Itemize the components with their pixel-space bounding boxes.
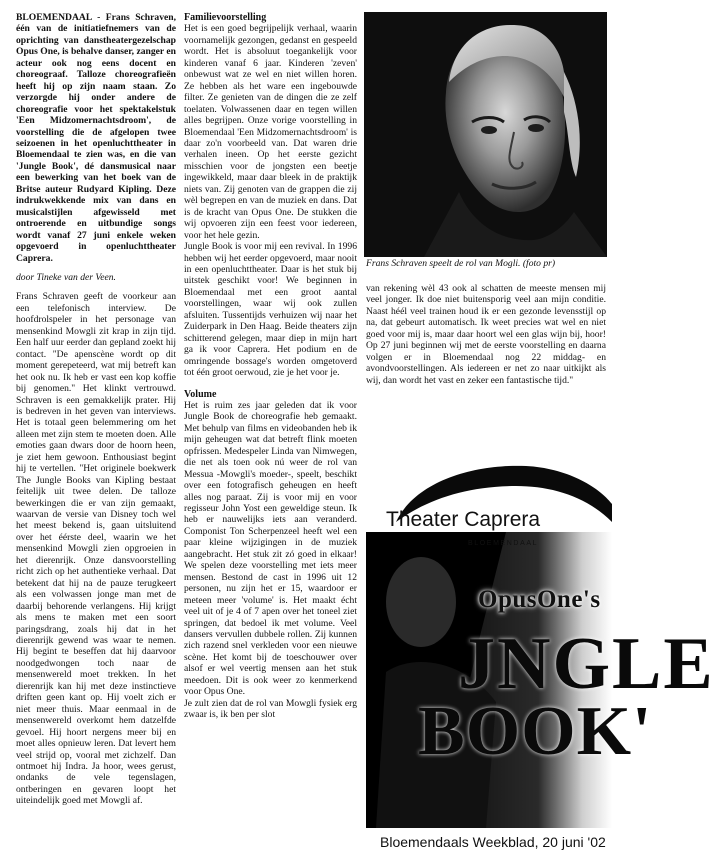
column-2-part-4: Je zult zien dat de rol van Mowgli fysiek erg zwaar is, ik ben per slot <box>184 697 357 721</box>
column-1-body: Frans Schraven geeft de voorkeur aan een telefonisch interview. De hoofdrolspeler in het personage van mensenkind Mowgli zit krap in zijn tijd. Een half uur eerder dan gepland zoekt hij contact. "De apenscène wordt op dit moment gerepeteerd, wat mij betreft kan het ook nu. Ik heb er vast een kop koffie bij genomen." Het klinkt vertrouwd. Schraven is een gemakkelijk prater. Hij is bedreven in het geven van interviews. Het is totaal geen belemmering om het alleen met zijn stem te moeten doen. Alle emoties gaan dwars door de hoorn heen, je ziet hem gewoon. Enthousiast begint hij te vertellen. "Het originele boekwerk The Jungle Books van Kipling bestaat feitelijk uit twee delen. De talloze bewerkingen die er van zijn gemaakt, waarvan de versie van Disney toch wel het meest bekend is, gaan uitsluitend over het éérste deel, waarin we het mensenkind Mowgli zien opgroeien in het dierenrijk. Onze dansvoorstelling richt zich op het authentieke verhaal. Dat betekent dat hij na de pauze terugkeert als een volwassen jonge man met de daarbij behorende verlangens. Hij krijgt als mens te maken met een soort paringsdrang, zoals hij dat in het dierenrijk gewend was waar te nemen. Hij begint te beseffen dat hij daarvoor noodgedwongen toch naar de mensenwereld moet trekken. In het dierenrijk kan hij met deze instinctieve driften geen kant op. Hij voelt zich er niet meer thuis. Maar eenmaal in de mensenwereld overkomt hem datzelfde gevoel. Hij hoort nergens meer bij en moet alles opnieuw leren. Dat levert hem veel strijd op, vooral met zichzelf. Dan ontmoet hij Indra. Ja hoor, wees gerust, ondanks de vele tegenslagen, ontberingen en gevaren loopt het uiteindelijk goed met Mowgli af. <box>16 291 176 807</box>
theater-location: BLOEMENDAAL <box>468 540 539 547</box>
portrait-illustration <box>364 12 607 257</box>
article-lead <box>16 12 176 264</box>
article-column-2 <box>184 12 357 721</box>
column-3-body: van rekening wèl 43 ook al schatten de meeste mensen mij veel jonger. Ik doe niet buitensporig veel aan mijn conditie. Naast héél veel trainen houd ik er een gezonde levensstijl op na, dat gebeurt automatisch. Ik weet precies wat wel en niet goed voor mij is, maar daar hoort wel een glas wijn bij, hoor! Op 27 juni beginnen wij met de eerste voorstelling en daarna volgen er in Bloemendaal nog 22 middag- en avondvoorstellingen. Als iedereen er net zo naar uitkijkt als wij, dan wordt het vast en zeker een fantastische tijd." <box>366 283 606 386</box>
ad-brand: OpusOne's <box>478 586 601 613</box>
column-2-part-1: Het is een goed begrijpelijk verhaal, waarin voornamelijk gezongen, gedanst en gespeeld wordt. Het is absoluut toegankelijk voor kinderen vanaf 6 jaar. Kinderen 'zeven' onbewust wat ze wel en niet willen horen. Ze hebben als het ware een ingebouwde filter. Ze genieten van de dingen die ze zelf toelaten. Volwassenen daar en tegen willen alles begrijpen. Onze vorige voorstelling in Bloemendaal 'Een Midzomernachtsdroom' is daar zo'n voorbeeld van. Dat waren drie verhalen ineen. Op het eerste gezicht misschien voor de jongsten een beetje ingewikkeld, maar daar bleek in de praktijk niets van. Zij genoten van de grappen die zij wèl begrepen en van de muziek en dans. Dat is de kracht van Opus One. De stukken die wij opvoeren zijn een feest voor iedereen, voor het hele gezin. <box>184 23 357 241</box>
portrait-photo <box>364 12 607 257</box>
lead-text: - Frans Schraven, één van de initiatiefnemers van de oprichting van danstheatergezelschap Opus One, is behalve danser, zanger en acteur ook nog eens docent en choreograaf. Talloze choreografieën heeft hij op zijn naam staan. Zo verzorgde hij onder andere de choreografie voor het spektakelstuk 'Een Midzomernachtsdroom', de voorstelling die de afgelopen twee seizoenen in het openluchttheater in Bloemendaal te zien was, en die van 'Jungle Book', dé dansmusical naar een bewerking van het boek van de Britse auteur Rudyard Kipling. Deze indrukwekkende mix van dans en musicalstijlen afgewisseld met ontroerende en uitbundige songs wordt vanaf 27 juni enkele weken opgevoerd in openluchttheater Caprera. <box>16 12 176 264</box>
ad-title-line-2: BOOK' <box>418 693 653 770</box>
theater-advertisement <box>366 460 715 828</box>
source-footer: Bloemendaals Weekblad, 20 juni '02 <box>380 834 606 850</box>
heading-familievoorstelling: Familievoorstelling <box>184 12 267 23</box>
theater-name: Theater Caprera <box>386 508 541 531</box>
heading-volume: Volume <box>184 388 217 400</box>
article-column-3 <box>366 283 606 386</box>
article-column-1 <box>16 12 176 807</box>
photo-caption: Frans Schraven speelt de rol van Mogli. (foto pr) <box>366 258 556 269</box>
dateline: BLOEMENDAAL <box>16 12 92 23</box>
byline: door Tineke van der Veen. <box>16 271 116 283</box>
ad-title-line-1: JNGLE <box>458 623 715 705</box>
column-2-part-3: Het is ruim zes jaar geleden dat ik voor Jungle Book de choreografie heb gemaakt. Met behulp van films en videobanden heb ik mijn geheugen wat dat betreft flink moeten opfrissen. Medespeler Linda van Nimwegen, die net als toen ook nú weer de rol van Messua -Mowgli's moeder-, speelt, beschikt over een fotografisch geheugen en heeft alles nog paraat. Zij is voor mij en voor regisseur John Yost een geweldige steun. Ik heb er nauwelijks iets aan veranderd. Componist Ton Scherpenzeel heeft wel een paar kleine wijzigingen in de muziek aangebracht. Het stuk zit zó goed in elkaar! We spelen deze voorstelling met iets meer mensen. Bestond de cast in 1996 uit 12 personen, nu zijn het er 15, waardoor er meteen meer 'volume' is. Het maakt écht veel uit of je 4 of 7 apen over het toneel ziet springen, dat bedoel ik met volume. Veel dansers vervullen dubbele rollen. Zij kunnen zich razend snel verkleden voor een nieuwe scène. Het komt bij de toeschouwer over alsof er wel veertig mensen aan het stuk meedoen. Dit is ook weer zo kenmerkend voor Opus One. <box>184 399 357 698</box>
column-2-part-2: Jungle Book is voor mij een revival. In 1996 hebben wij het eerder opgevoerd, maar nooit in een openluchttheater. Daar is het stuk bij uitstek geschikt voor! We beginnen in Bloemendaal met een groot aantal voorstellingen, waar wij ook zullen afsluiten. Tussentijds verhuizen wij naar het Zuiderpark in Den Haag. Beide theaters zijn schitterend gelegen, maar diep in mijn hart ga ik voor Caprera. Het podium en de omringende bossage's worden omgetoverd tot één groot oerwoud, zie je het voor je. <box>184 241 357 379</box>
